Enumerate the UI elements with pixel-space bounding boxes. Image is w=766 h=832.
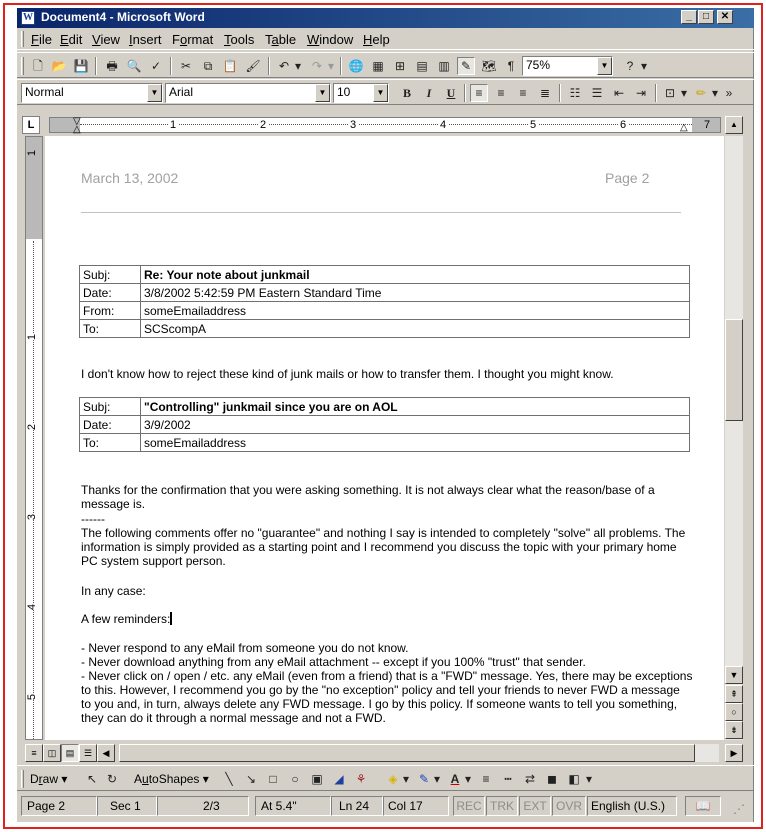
style-combo[interactable]: Normal ▼ — [21, 83, 163, 103]
menu-insert[interactable]: Insert — [129, 32, 162, 47]
select-objects-icon[interactable]: ↖ — [86, 772, 98, 786]
fill-color-icon[interactable]: ◈ — [388, 772, 398, 786]
list-item: - Never download anything from any eMail attachment -- except if you 100% "trust" that sender. — [81, 655, 586, 669]
italic-button[interactable]: I — [426, 86, 432, 100]
oval-icon[interactable]: ○ — [291, 772, 299, 786]
toolbar-grip[interactable] — [21, 57, 24, 75]
toolbar-options-icon[interactable]: » — [725, 86, 733, 100]
print-preview-icon[interactable]: 🔍 — [126, 59, 142, 73]
insert-table-icon[interactable]: ⊞ — [394, 59, 406, 73]
hyperlink-icon[interactable]: 🌐 — [348, 59, 364, 73]
title-bar[interactable] — [17, 8, 754, 28]
normal-view-button[interactable]: ≡ — [25, 744, 43, 762]
right-indent-marker-icon[interactable]: △ — [680, 122, 688, 133]
show-formatting-icon[interactable]: ¶ — [507, 59, 515, 73]
increase-indent-icon[interactable]: ⇥ — [635, 86, 647, 100]
ruler-number: 5 — [530, 119, 537, 131]
document-page[interactable] — [45, 136, 724, 740]
vruler-number: 1 — [26, 149, 39, 157]
scroll-right-button[interactable]: ▶ — [725, 744, 743, 762]
horizontal-scrollbar[interactable] — [119, 744, 719, 762]
arrow-icon[interactable]: ↘ — [245, 772, 257, 786]
list-item: - Never click on / open / etc. any eMail (even from a friend) that is a "FWD" message. Yes, there may be exceptions to this. However, I recommend you go by the "no exception" policy and tell your friends to never FWD a message to you and, in turn, always delete any FWD message. I go by this policy. If someone wants to tell you something, they can do it through a normal message and not a FWD. — [81, 669, 693, 725]
menu-bar — [17, 28, 754, 50]
toolbar-separator — [340, 57, 342, 75]
zoom-combo[interactable]: 75% ▼ — [522, 56, 613, 76]
underline-button[interactable]: U — [446, 86, 456, 100]
toolbar-separator — [95, 57, 97, 75]
table-value: someEmailaddress — [141, 434, 690, 452]
borders-icon[interactable]: ⊡ — [664, 86, 676, 100]
formatting-toolbar — [17, 79, 754, 105]
highlight-dropdown-icon[interactable]: ▾ — [711, 86, 719, 100]
horizontal-scroll-row — [25, 743, 743, 763]
print-icon[interactable]: 🖶 — [106, 59, 118, 73]
new-document-icon[interactable]: 🗋 — [33, 59, 43, 73]
resize-grip-icon[interactable]: ⋰ — [733, 802, 745, 816]
word-window — [17, 8, 754, 822]
vruler-number: 1 — [26, 333, 39, 341]
horizontal-ruler[interactable] — [49, 117, 721, 133]
font-size-combo[interactable]: 10 ▼ — [333, 83, 389, 103]
draw-menu-button[interactable]: Draw ▾ — [30, 772, 68, 786]
table-key: Subj: — [80, 266, 141, 284]
shadow-icon[interactable]: ◼ — [547, 772, 557, 786]
previous-page-button[interactable]: ⇞ — [725, 685, 743, 703]
message-header-table-1 — [79, 265, 690, 338]
next-page-button[interactable]: ⇟ — [725, 721, 743, 739]
font-color-dropdown-icon[interactable]: ▾ — [464, 772, 472, 786]
menu-format[interactable]: Format — [172, 32, 214, 47]
status-line[interactable]: Ln 24 — [331, 796, 383, 816]
toolbar-separator — [655, 84, 657, 102]
outline-view-button[interactable]: ☰ — [79, 744, 97, 762]
paragraph-with-cursor — [81, 612, 693, 626]
window-title: Document4 - Microsoft Word — [41, 10, 205, 24]
tab-selector[interactable]: L — [22, 116, 40, 134]
justify-icon[interactable]: ≣ — [539, 86, 551, 100]
status-ovr[interactable]: OVR — [552, 796, 586, 816]
bold-button[interactable]: B — [402, 86, 411, 100]
table-row — [80, 416, 690, 434]
header-date: March 13, 2002 — [81, 170, 179, 186]
status-trk[interactable]: TRK — [486, 796, 518, 816]
vruler-number: 3 — [26, 513, 39, 521]
copy-icon[interactable]: ⧉ — [203, 59, 213, 73]
free-rotate-icon[interactable]: ↻ — [106, 772, 118, 786]
vertical-ruler-ticks — [33, 241, 35, 739]
left-indent-marker-icon[interactable]: △ — [73, 124, 81, 135]
status-page-count[interactable]: 2/3 — [157, 796, 249, 816]
vruler-number: 4 — [26, 603, 39, 611]
status-at-position[interactable]: At 5.4" — [255, 796, 331, 816]
menu-tools[interactable]: Tools — [224, 32, 255, 47]
table-row — [80, 434, 690, 452]
header-page-number: Page 2 — [605, 170, 650, 186]
align-left-icon[interactable]: ≡ — [470, 84, 488, 102]
web-layout-view-button[interactable]: ◫ — [43, 744, 61, 762]
open-folder-icon[interactable]: 📂 — [51, 59, 67, 73]
borders-dropdown-icon[interactable]: ▾ — [680, 86, 688, 100]
status-page[interactable]: Page 2 — [21, 796, 97, 816]
vruler-number: 5 — [26, 693, 39, 701]
tables-borders-icon[interactable]: ▦ — [372, 59, 384, 73]
numbering-icon[interactable]: ☷ — [569, 86, 581, 100]
ruler-number: 2 — [260, 119, 267, 131]
vertical-scrollbar[interactable] — [725, 136, 743, 740]
toolbar-separator — [559, 84, 561, 102]
status-bar — [17, 792, 754, 820]
table-row — [80, 266, 690, 284]
bullets-icon[interactable]: ☰ — [591, 86, 603, 100]
ruler-number: 3 — [350, 119, 357, 131]
table-key: Date: — [80, 284, 141, 302]
toolbar-separator — [464, 84, 466, 102]
table-row — [80, 320, 690, 338]
status-rec[interactable]: REC — [453, 796, 485, 816]
format-painter-icon[interactable]: 🖌 — [245, 59, 261, 73]
table-key: To: — [80, 320, 141, 338]
paragraph-dashes: ------ — [81, 512, 105, 526]
rectangle-icon[interactable]: □ — [269, 772, 277, 786]
drawing-toolbar — [17, 765, 754, 791]
align-right-icon[interactable]: ≡ — [519, 86, 527, 100]
message-header-table-2 — [79, 397, 690, 452]
paragraph: The following comments offer no "guarantee" and nothing I say is intended to completely "solve" all problems. The information is simply provided as a starting point and I recommend you discuss the topic with your primary home PC system support person. — [81, 526, 686, 568]
paragraph: In any case: — [81, 584, 146, 598]
table-value: SCScompA — [141, 320, 690, 338]
table-key: From: — [80, 302, 141, 320]
highlight-icon[interactable]: ✏ — [695, 86, 707, 100]
horizontal-ruler-row — [17, 112, 754, 136]
font-color-icon[interactable]: A — [450, 772, 460, 786]
paragraph: I don't know how to reject these kind of junk mails or how to transfer them. I thought you might know. — [81, 367, 614, 381]
horizontal-scroll-thumb[interactable] — [119, 744, 695, 762]
scroll-left-button[interactable]: ◀ — [97, 744, 115, 762]
toolbar-grip[interactable] — [21, 770, 24, 788]
undo-dropdown-icon[interactable]: ▾ — [294, 59, 302, 73]
columns-icon[interactable]: ▥ — [438, 59, 450, 73]
redo-icon[interactable]: ↷ — [311, 59, 323, 73]
table-key: To: — [80, 434, 141, 452]
fill-color-dropdown-icon[interactable]: ▾ — [402, 772, 410, 786]
paragraph: Thanks for the confirmation that you were asking something. It is not always clear what the reason/base of a message is. — [81, 483, 655, 511]
text-cursor — [170, 612, 172, 625]
vertical-scroll-thumb[interactable] — [725, 319, 743, 421]
help-dropdown-icon[interactable]: ▾ — [640, 59, 648, 73]
line-icon[interactable]: ╲ — [225, 772, 233, 786]
menu-help[interactable]: Help — [363, 32, 390, 47]
help-icon[interactable]: ? — [626, 59, 634, 73]
word-app-icon[interactable]: W — [23, 12, 33, 23]
save-icon[interactable]: 💾 — [73, 59, 89, 73]
menu-grip[interactable] — [21, 31, 24, 47]
paste-icon[interactable]: 📋 — [222, 59, 238, 73]
redo-dropdown-icon[interactable]: ▾ — [327, 59, 335, 73]
drawing-icon[interactable]: ✎ — [457, 57, 475, 75]
vertical-ruler[interactable] — [25, 136, 43, 740]
line-style-icon[interactable]: ≡ — [482, 772, 490, 786]
print-layout-view-button[interactable]: ▤ — [61, 744, 79, 762]
vruler-number: 2 — [26, 423, 39, 431]
header-divider — [81, 212, 681, 213]
status-ext[interactable]: EXT — [519, 796, 551, 816]
toolbar-separator — [170, 57, 172, 75]
cut-icon[interactable]: ✂ — [180, 59, 192, 73]
table-value: Re: Your note about junkmail — [141, 266, 690, 284]
first-line-indent-marker-icon[interactable]: ▽ — [73, 116, 81, 127]
undo-icon[interactable]: ↶ — [278, 59, 290, 73]
arrow-style-icon[interactable]: ⇄ — [524, 772, 536, 786]
standard-toolbar — [17, 52, 754, 78]
ruler-number: 6 — [620, 119, 627, 131]
autoshapes-menu-button[interactable]: AutoShapes ▾ — [134, 772, 209, 786]
ruler-number: 4 — [440, 119, 447, 131]
toolbar-separator — [268, 57, 270, 75]
status-column[interactable]: Col 17 — [383, 796, 449, 816]
menu-file[interactable]: File — [31, 32, 52, 47]
scroll-down-button[interactable]: ▼ — [725, 666, 743, 684]
text-box-icon[interactable]: ▣ — [311, 772, 323, 786]
ruler-number: 1 — [170, 119, 177, 131]
table-row — [80, 398, 690, 416]
chevron-down-icon[interactable]: ▼ — [373, 84, 388, 102]
chevron-down-icon[interactable]: ▼ — [147, 84, 162, 102]
decrease-indent-icon[interactable]: ⇤ — [613, 86, 625, 100]
spelling-icon[interactable]: ✓ — [150, 59, 162, 73]
table-key: Subj: — [80, 398, 141, 416]
maximize-button[interactable]: □ — [698, 10, 714, 24]
menu-window[interactable]: Window — [307, 32, 354, 47]
table-key: Date: — [80, 416, 141, 434]
menu-edit[interactable]: Edit — [60, 32, 83, 47]
document-map-icon[interactable]: 🗺 — [481, 59, 497, 73]
table-row — [80, 302, 690, 320]
list-item: - Never respond to any eMail from someone you do not know. — [81, 641, 409, 655]
font-combo[interactable]: Arial ▼ — [165, 83, 331, 103]
table-row — [80, 284, 690, 302]
toolbar-options-icon[interactable]: ▾ — [585, 772, 593, 786]
line-color-dropdown-icon[interactable]: ▾ — [433, 772, 441, 786]
status-language[interactable]: English (U.S.) — [587, 796, 677, 816]
spelling-status-book-icon[interactable]: 📖 — [685, 796, 721, 816]
close-button[interactable]: ✕ — [717, 10, 733, 24]
line-color-icon[interactable]: ✎ — [418, 772, 430, 786]
select-browse-object-button[interactable]: ○ — [725, 703, 743, 721]
status-section[interactable]: Sec 1 — [97, 796, 157, 816]
menu-table[interactable]: Table — [265, 32, 297, 47]
minimize-button[interactable]: _ — [681, 10, 697, 24]
chevron-down-icon[interactable]: ▼ — [597, 57, 612, 75]
table-value: someEmailaddress — [141, 302, 690, 320]
table-value: 3/8/2002 5:42:59 PM Eastern Standard Time — [141, 284, 690, 302]
3d-icon[interactable]: ◧ — [568, 772, 580, 786]
wordart-icon[interactable]: ◢ — [334, 772, 344, 786]
ruler-number: 7 — [704, 119, 711, 131]
menu-view[interactable]: View — [92, 32, 120, 47]
table-value: 3/9/2002 — [141, 416, 690, 434]
align-center-icon[interactable]: ≡ — [497, 86, 505, 100]
insert-clip-art-icon[interactable]: ⚘ — [355, 772, 367, 786]
table-value: "Controlling" junkmail since you are on AOL — [141, 398, 690, 416]
scroll-up-button[interactable]: ▲ — [725, 116, 743, 134]
dash-style-icon[interactable]: ┅ — [504, 772, 512, 786]
insert-excel-icon[interactable]: ▤ — [416, 59, 428, 73]
paragraph-text: A few reminders: — [81, 612, 171, 626]
chevron-down-icon[interactable]: ▼ — [315, 84, 330, 102]
